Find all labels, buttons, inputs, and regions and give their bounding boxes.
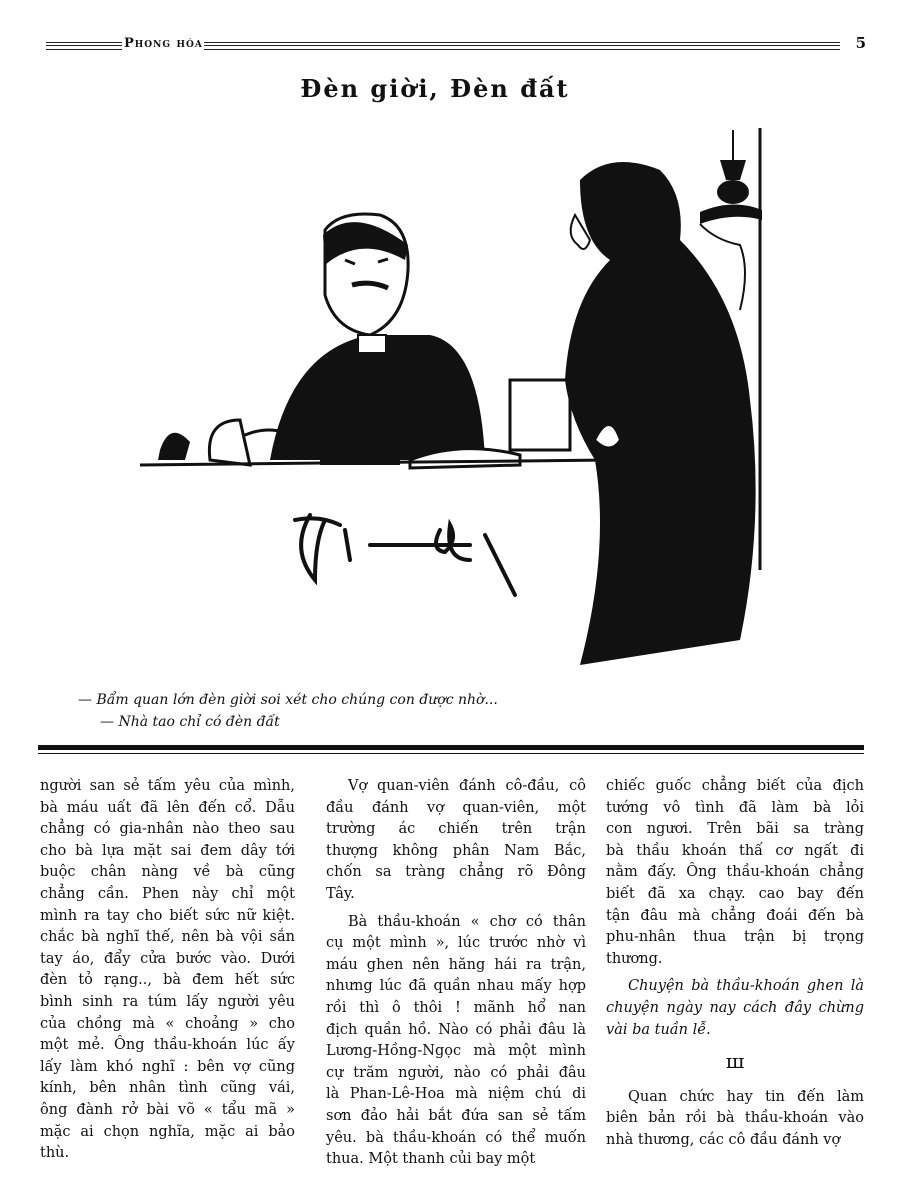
section-separator [38,745,864,757]
column-3-italic-note [606,976,864,1041]
article-title: Đèn giời, Đèn đất [300,74,570,103]
page-header [46,34,866,58]
cartoon-illustration [140,120,780,675]
text-line: nằm đấy. Ông thầu-khoán chẳng [606,864,864,881]
text-line: một mẻ. Ông thầu-khoán lúc ấy [40,1037,295,1054]
text-line: cho bà lựa mặt sai đem dây tới [40,842,295,859]
text-line: sơn đảo hải bắt đứa san sẻ tấm [326,1107,586,1124]
text-line: tay áo, đẩy cửa bước vào. Dưới [40,950,295,967]
text-line: Lương-Hồng-Ngọc mà một mình [326,1043,586,1060]
text-line: Quan chức hay tin đến làm [628,1088,864,1105]
text-line: cự trăm người, nào có phải đâu [326,1064,586,1081]
text-line: người san sẻ tấm yêu của mình, [40,778,295,794]
text-line: thù. [40,1145,70,1162]
page-number: 5 [855,34,866,52]
text-line: Bà thầu-khoán « chơ có thân [348,913,586,930]
text-line: mình ra tay cho biết sức nữ kiệt. [40,907,295,924]
article-column-1 [40,776,295,1171]
text-line: chốn sa tràng chẳng rõ Đông [326,864,586,881]
text-line: bà máu uất đã lên đến cổ. Dẫu [40,799,295,816]
text-line: Tây. [326,885,355,902]
text-line: của chồng mà « choảng » cho [40,1015,295,1032]
text-line: đầu đánh vợ quan-viên, một [326,799,586,816]
text-line: buộc chân nàng về bà cũng [40,864,295,881]
publication-title: Phong hóa [124,36,203,51]
text-line: biết đã xa chạy. cao bay đến [606,885,864,902]
text-line: vài ba tuần lễ. [606,1021,711,1038]
column-2-paragraph-1 [326,776,586,906]
text-line: biên bản rồi bà thầu-khoán vào [606,1110,864,1127]
standing-woman-figure [565,162,756,665]
text-line: thua. Một thanh củi bay một [326,1151,536,1168]
text-line: cụ một mình », lúc trước nhờ vì [326,935,586,952]
text-line: chiếc guốc chẳng biết của địch [606,778,864,794]
text-line: rồi thì ô thôi ! mãnh hổ nan [326,999,586,1016]
column-1-paragraph [40,776,295,1165]
caption-line-1: — Bẩm quan lớn đèn giời soi xét cho chúng con được nhờ... [78,692,498,708]
text-line: thương. [606,950,663,967]
article-column-2 [326,776,586,1177]
text-line: địch quần hồ. Nào có phải đâu là [326,1021,586,1038]
text-line: bà thầu khoán thấ cơ ngất đi [606,842,864,859]
article-column-3 [606,776,864,1158]
artist-signature [295,515,515,595]
text-line: Vợ quan-viên đánh cô-đầu, cô [348,778,586,794]
text-line: máu ghen nên hăng hái ra trận, [326,956,586,973]
text-line: thượng không phân Nam Bắc, [326,842,586,859]
header-rule-left [46,42,122,50]
text-line: lấy làm khó nghĩ : bên vợ cũng [40,1058,295,1075]
text-line: yêu. bà thầu-khoán có thể muốn [326,1129,586,1146]
text-line: ông đành rở bài võ « tẩu mã » [40,1101,295,1118]
text-line: đèn tỏ rạng.., bà đem hết sức [40,972,295,989]
section-ornament-icon: ш [725,1049,745,1074]
text-line: chẳng có gia-nhân nào theo sau [40,821,295,838]
text-line: mặc ai chọn nghĩa, mặc ai bảo [40,1123,295,1140]
text-line: kính, bên nhân tình cũng vái, [40,1080,295,1097]
column-3-paragraph-1 [606,776,864,970]
text-line: chẳng cần. Phen này chỉ một [40,885,295,902]
text-line: là Phan-Lê-Hoa mà niệm chú di [326,1086,586,1103]
text-line: nhưng lúc đã quần nhau mấy hợp [326,978,586,995]
text-line: bình sinh ra túm lấy người yêu [40,993,295,1010]
text-line: phu-nhân thua trận bị trọng [606,929,864,946]
text-line: chắc bà nghĩ thế, nên bà vội sắn [40,929,295,946]
seated-official-figure [235,214,485,460]
text-line: Chuyện bà thầu-khoán ghen là [628,978,864,995]
text-line: trường ác chiến trên trận [326,821,586,838]
column-3-paragraph-2 [606,1087,864,1152]
column-2-paragraph-2 [326,912,586,1171]
text-line: tận đâu mà chẳng đoái đến bà [606,907,864,924]
header-rule-right [204,42,840,50]
caption-line-2: — Nhà tao chỉ có đèn đất [100,714,280,730]
text-line: tướng vô tình đã làm bà lỏi [606,799,864,816]
text-line: con ngươi. Trên bãi sa tràng [606,821,864,838]
text-line: nhà thương, các cô đầu đánh vợ [606,1131,841,1148]
text-line: chuyện ngày nay cách đây chừng [606,999,864,1016]
